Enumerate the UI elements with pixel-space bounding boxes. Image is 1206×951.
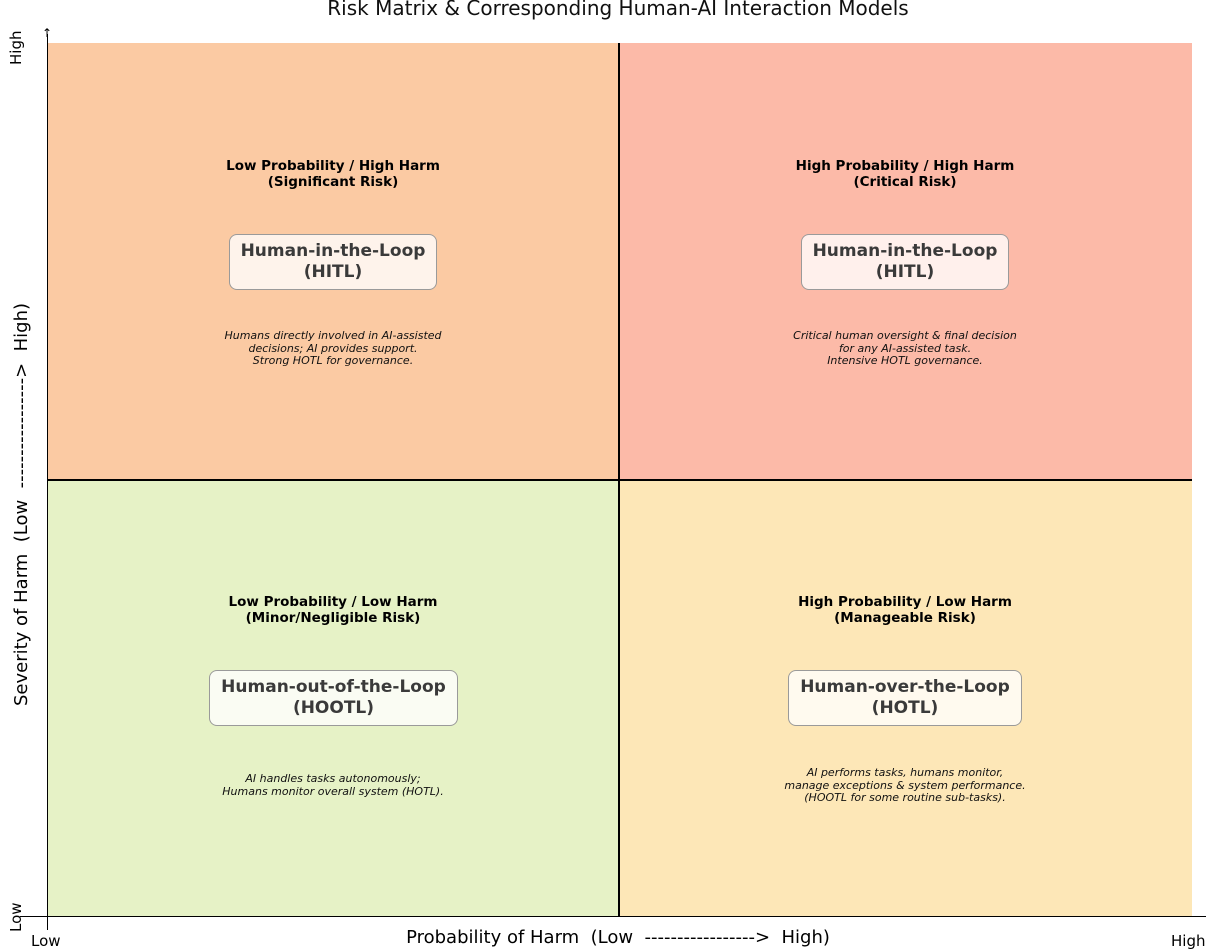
y-axis-arrow-icon: ↑ <box>42 26 53 40</box>
model-badge-top-left: Human-in-the-Loop (HITL) <box>229 234 437 290</box>
x-axis-line <box>20 916 1206 917</box>
x-tick-low: Low <box>31 932 61 950</box>
quadrant-note-top-left: Humans directly involved in AI-assisted decisions; AI provides support. Strong HOTL for governance. <box>224 329 442 367</box>
quadrant-note-bottom-left: AI handles tasks autonomously; Humans monitor overall system (HOTL). <box>222 772 444 798</box>
y-axis-line <box>47 34 48 930</box>
y-axis-label: Severity of Harm (Low -----------------> High) <box>11 302 32 706</box>
x-axis-label: Probability of Harm (Low -----------------> High) <box>406 927 830 948</box>
model-badge-bottom-left: Human-out-of-the-Loop (HOOTL) <box>209 670 458 726</box>
quadrant-note-bottom-right: AI performs tasks, humans monitor, manage exceptions & system performance. (HOOTL for some routine sub-tasks). <box>784 766 1026 804</box>
model-badge-top-right: Human-in-the-Loop (HITL) <box>801 234 1009 290</box>
y-tick-high: High <box>7 30 25 65</box>
horizontal-divider <box>47 479 1192 481</box>
quadrant-note-top-right: Critical human oversight & final decision for any AI-assisted task. Intensive HOTL governance. <box>793 329 1017 367</box>
model-badge-bottom-right: Human-over-the-Loop (HOTL) <box>788 670 1022 726</box>
x-tick-high: High <box>1171 932 1206 950</box>
quadrant-heading-top-right: High Probability / High Harm (Critical Risk) <box>795 158 1015 190</box>
diagram-title: Risk Matrix & Corresponding Human-AI Interaction Models <box>327 0 909 20</box>
quadrant-heading-top-left: Low Probability / High Harm (Significant Risk) <box>226 158 440 190</box>
quadrant-heading-bottom-left: Low Probability / Low Harm (Minor/Negligible Risk) <box>228 594 438 626</box>
quadrant-heading-bottom-right: High Probability / Low Harm (Manageable Risk) <box>798 594 1012 626</box>
y-tick-low: Low <box>7 902 25 932</box>
